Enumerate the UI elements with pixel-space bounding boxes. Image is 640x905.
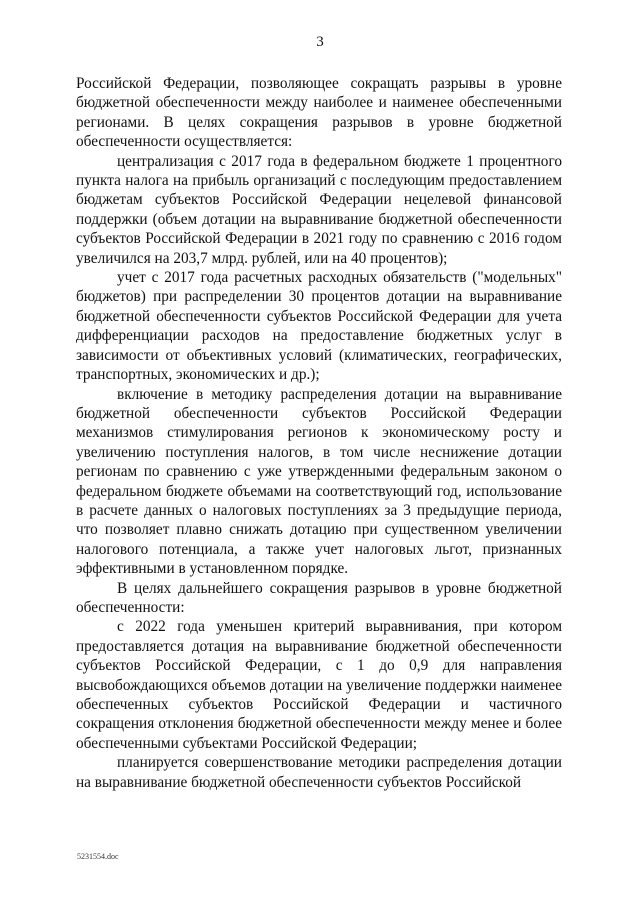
paragraph: включение в методику распределения дотации на выравнивание бюджетной обеспеченности субъектов Российской Федерации механизмов стимулирования регионов к экономическому росту и увеличению поступления налогов, в том числе неснижение дотации регионам по сравнению с уже утвержденными федеральным законом о федеральном бюджете объемами на соответствующий год, использование в расчете данных о налоговых поступлениях за 3 предыдущие периода, что позволяет плавно снижать дотацию при существенном увеличении налогового потенциала, а также учет налоговых льгот, признанных эффективными в установленном порядке.: [76, 385, 562, 578]
paragraph: В целях дальнейшего сокращения разрывов в уровне бюджетной обеспеченности:: [76, 579, 562, 616]
paragraph: централизация с 2017 года в федеральном бюджете 1 процентного пункта налога на прибыль организаций с последующим предоставлением бюджетам субъектов Российской Федерации нецелевой финансовой поддержки (объем дотации на выравнивание бюджетной обеспеченности субъектов Российской Федерации в 2021 году по сравнению с 2016 годом увеличился на 203,7 млрд. рублей, или на 40 процентов);: [76, 152, 562, 267]
paragraph: Российской Федерации, позволяющее сокращать разрывы в уровне бюджетной обеспеченности между наиболее и наименее обеспеченными регионами. В целях сокращения разрывов в уровне бюджетной обеспеченности осуществляется:: [76, 75, 562, 151]
paragraph: учет с 2017 года расчетных расходных обязательств ("модельных" бюджетов) при распределении 30 процентов дотации на выравнивание бюджетной обеспеченности субъектов Российской Федерации для учета дифференциации расходов на предоставление бюджетных услуг в зависимости от объективных условий (климатических, географических, транспортных, экономических и др.);: [76, 269, 562, 384]
paragraph: с 2022 года уменьшен критерий выравнивания, при котором предоставляется дотация на выравнивание бюджетной обеспеченности субъектов Российской Федерации, с 1 до 0,9 для направления высвобождающихся объемов дотации на увеличение поддержки наименее обеспеченных субъектов Российской Федерации и частичного сокращения отклонения бюджетной обеспеченности между менее и более обеспеченными субъектами Российской Федерации;: [76, 618, 562, 752]
footer-filename: 5231554.doc: [77, 852, 119, 861]
document-body: [76, 74, 562, 792]
paragraph: планируется совершенствование методики распределения дотации на выравнивание бюджетной обеспеченности субъектов Российской: [76, 754, 562, 791]
page-number: 3: [316, 34, 324, 50]
